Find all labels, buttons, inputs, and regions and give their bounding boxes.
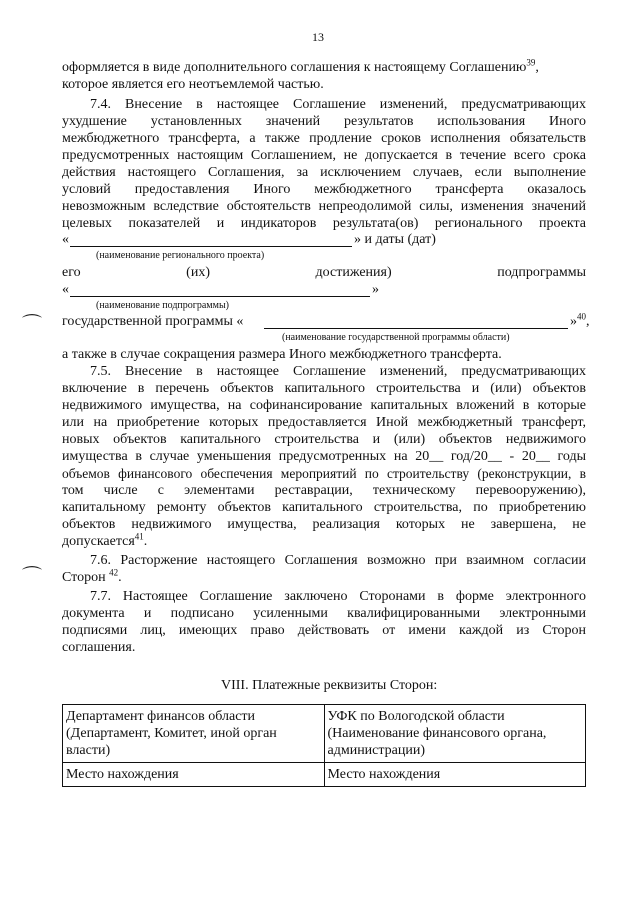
text-line: предусмотренных настоящим Соглашением, не допускается в течение всего срока (62, 148, 586, 163)
text-line: Сторон $^{42}$. (62, 567, 122, 585)
text-fragment: государственной программы « (62, 314, 244, 329)
cell-line: (Департамент, Комитет, иной орган (66, 726, 277, 741)
text-line: действия настоящего Соглашения, за исключением случаев, если выполнение (62, 165, 586, 180)
table-cell (63, 705, 325, 763)
field-caption: (наименование регионального проекта) (96, 250, 265, 261)
text-line: 7.5. Внесение в настоящее Соглашение изменений, предусматривающих (90, 364, 586, 379)
text-line: том числе с элементами реставрации, техническому перевооружению), (62, 483, 586, 498)
text-line: 7.6. Расторжение настоящего Соглашения возможно при взаимном согласии (90, 553, 586, 568)
text-line: капитальному ремонту объектов капитального строительства, по приобретению (62, 500, 586, 515)
text-line: новых объектов капитального строительства и (или) объектов недвижимого (62, 432, 586, 447)
text-line: условий предоставления Иного межбюджетного трансферта оказалось (62, 182, 586, 197)
table-cell (324, 705, 586, 763)
text-line: 7.4. Внесение в настоящее Соглашение изменений, предусматривающих (90, 97, 586, 112)
blank-underline (264, 328, 568, 329)
text-line: межбюджетного трансферта, а также продление сроков исполнения обязательств (62, 131, 586, 146)
text-line: недвижимого имущества, на софинансирование капитальных вложений в которые (62, 398, 586, 413)
field-caption: (наименование государственной программы области) (282, 332, 510, 343)
text-line: включение в перечень объектов капитального строительства и (или) объектов (62, 381, 586, 396)
text-line: соглашения. (62, 640, 136, 655)
text-fragment: » и даты (дат) (354, 232, 436, 247)
text-line: его (их) достижения) подпрограммы (62, 265, 586, 280)
text-line: ухудшение установленных значений результатов использования Иного (62, 114, 586, 129)
text-line: которое является его неотъемлемой частью. (62, 77, 324, 92)
text-line: объектов недвижимого имущества, реализация которых не завершена, не (62, 517, 586, 532)
cell-line: УФК по Вологодской области (327, 709, 505, 724)
text-line: 7.7. Настоящее Соглашение заключено Сторонами в форме электронного (90, 589, 586, 604)
margin-mark-icon: ⌒ (22, 314, 42, 336)
text-line: подписями лиц, имеющих право действовать от имени каждой из Сторон (62, 623, 586, 638)
text-line: или на приобретение которых предоставляется Иной межбюджетный трансферт, (62, 415, 586, 430)
text-fragment: »$^{40}$, (570, 311, 590, 329)
blank-underline (70, 246, 352, 247)
text-line: целевых показателей и индикаторов результата(ов) регионального проекта (62, 216, 586, 231)
table-cell: Место нахождения (324, 763, 586, 787)
text-line: имущества в случае уменьшения предусмотренных на 20__ год/20__ - 20__ годы (62, 449, 586, 464)
cell-line: власти) (66, 743, 111, 758)
payment-details-table (62, 704, 586, 787)
cell-line: (Наименование финансового органа, (327, 726, 547, 741)
text-line: объемов финансового обеспечения мероприятий по строительству (реконструкции, в (62, 466, 586, 481)
blank-underline (70, 296, 370, 297)
text-line: оформляется в виде дополнительного соглашения к настоящему Соглашению$^{39}$, (62, 57, 539, 75)
margin-mark-icon: ⌒ (22, 566, 42, 588)
quote-open: « (62, 282, 69, 297)
cell-line: Департамент финансов области (66, 709, 256, 724)
text-line: документа и подписано усиленными квалифицированными электронными (62, 606, 586, 621)
page-number: 13 (312, 30, 324, 44)
table-cell: Место нахождения (63, 763, 325, 787)
quote-open: « (62, 232, 69, 247)
text-line: допускается$^{41}$. (62, 531, 148, 549)
text-line: невозможным вследствие обстоятельств непреодолимой силы, изменения значений (62, 199, 586, 214)
field-caption: (наименование подпрограммы) (96, 300, 230, 311)
section-title: VIII. Платежные реквизиты Сторон: (221, 678, 438, 693)
text-line: а также в случае сокращения размера Иного межбюджетного трансферта. (62, 347, 502, 362)
quote-close: » (372, 282, 379, 297)
cell-line: администрации) (327, 743, 426, 758)
